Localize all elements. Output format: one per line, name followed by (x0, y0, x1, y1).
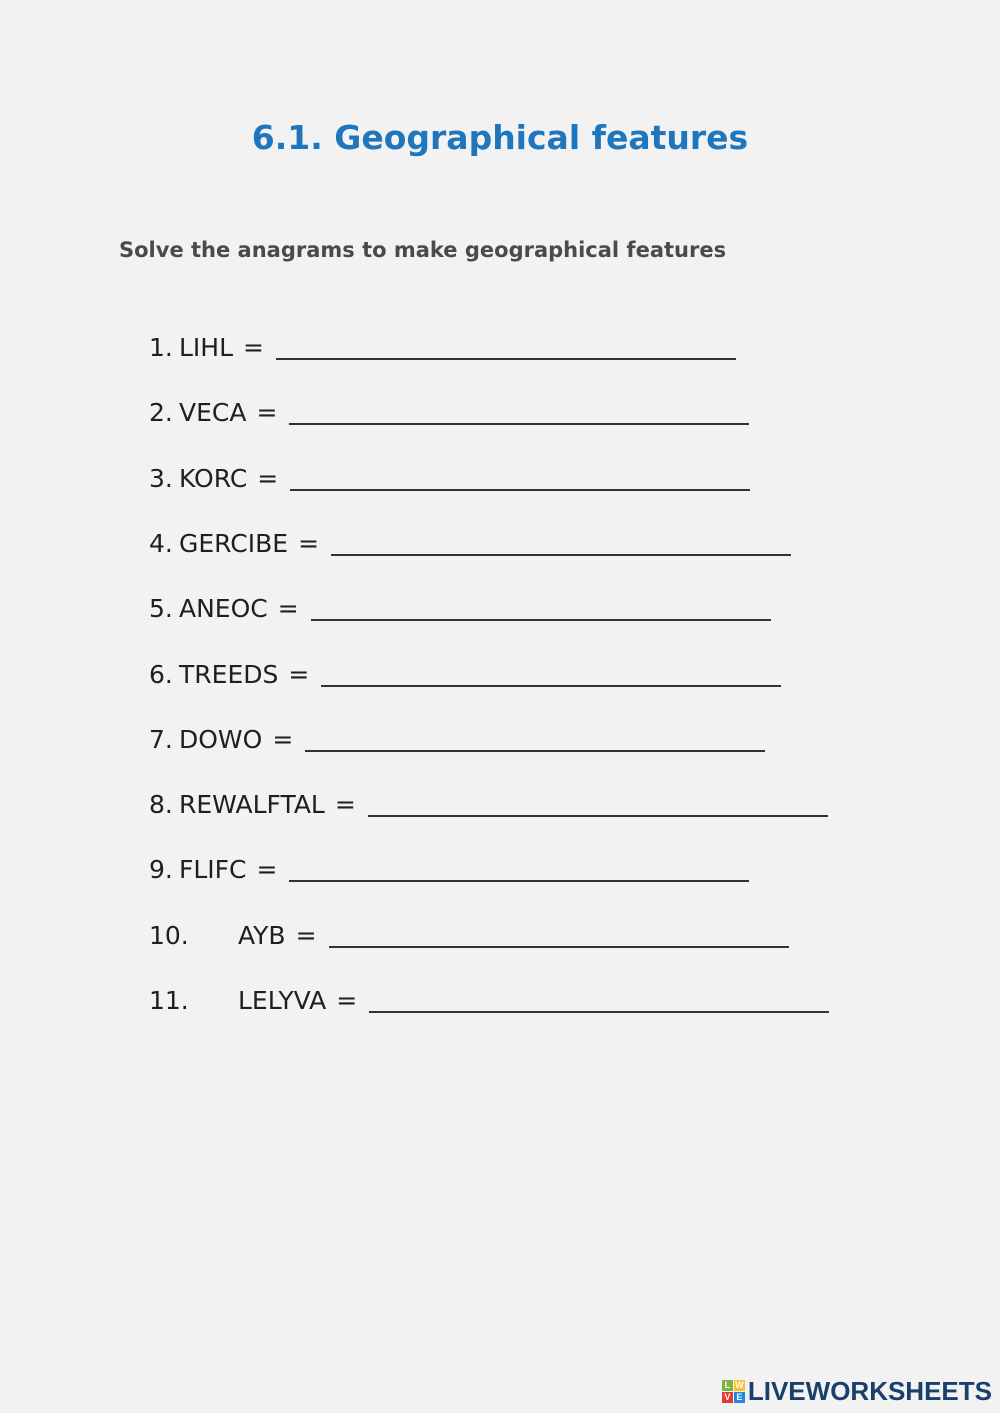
equals-sign: = (295, 920, 317, 950)
item-number: 2. (149, 398, 173, 428)
equals-sign: = (336, 986, 358, 1015)
answer-blank[interactable] (276, 332, 736, 360)
logo-mark-cell: W (735, 1380, 744, 1390)
item-number: 6. (149, 659, 173, 689)
anagram-item (149, 524, 791, 560)
answer-blank[interactable] (329, 920, 789, 948)
equals-sign: = (298, 528, 320, 558)
logo-mark-cell: V (722, 1392, 733, 1403)
item-number: 3. (149, 463, 173, 493)
answer-blank[interactable] (289, 854, 749, 882)
anagram-word: REWALFTAL (179, 790, 325, 820)
anagram-item (149, 328, 736, 364)
anagram-item (149, 850, 749, 886)
answer-blank[interactable] (305, 724, 765, 752)
equals-sign: = (243, 333, 264, 362)
item-number: 8. (149, 790, 173, 820)
item-number: 11. (149, 986, 189, 1015)
instruction-text: Solve the anagrams to make geographical features (119, 238, 727, 262)
page-title: 6.1. Geographical features (251, 118, 749, 157)
equals-sign: = (272, 724, 294, 754)
anagram-word: AYB (238, 920, 286, 950)
anagram-word: LIHL (179, 333, 234, 362)
logo-text: LIVEWORKSHEETS (747, 1376, 992, 1406)
liveworksheets-logo (722, 1376, 992, 1407)
equals-sign: = (256, 398, 278, 428)
equals-sign: = (334, 790, 356, 820)
anagram-word: ANEOC (179, 594, 268, 624)
anagram-item (149, 589, 771, 625)
item-number: 10. (149, 920, 189, 950)
answer-blank[interactable] (289, 397, 749, 425)
anagram-word: GERCIBE (179, 528, 289, 558)
equals-sign: = (257, 463, 279, 493)
anagram-item (149, 720, 765, 756)
logo-mark-icon (722, 1380, 745, 1403)
equals-sign: = (256, 855, 278, 885)
item-number: 7. (149, 724, 173, 754)
anagram-word: FLIFC (179, 855, 247, 885)
logo-mark-cell: L (722, 1380, 733, 1391)
anagram-word: KORC (179, 463, 248, 493)
answer-blank[interactable] (290, 463, 750, 491)
answer-blank[interactable] (321, 659, 781, 687)
anagram-item (149, 916, 789, 952)
anagram-item (149, 981, 829, 1017)
answer-blank[interactable] (331, 528, 791, 556)
equals-sign: = (288, 659, 310, 689)
item-number: 5. (149, 594, 173, 624)
answer-blank[interactable] (311, 593, 771, 621)
logo-mark-cell: E (734, 1392, 745, 1403)
answer-blank[interactable] (369, 985, 829, 1013)
anagram-item (149, 459, 750, 495)
item-number: 1. (149, 333, 173, 362)
answer-blank[interactable] (368, 789, 828, 817)
item-number: 9. (149, 855, 173, 885)
anagram-word: VECA (179, 398, 247, 428)
anagram-item (149, 785, 828, 821)
anagram-word: LELYVA (238, 986, 327, 1015)
anagram-word: DOWO (179, 724, 263, 754)
anagram-item (149, 393, 749, 429)
equals-sign: = (277, 594, 299, 624)
anagram-item (149, 655, 781, 691)
anagram-word: TREEDS (179, 659, 279, 689)
item-number: 4. (149, 528, 173, 558)
